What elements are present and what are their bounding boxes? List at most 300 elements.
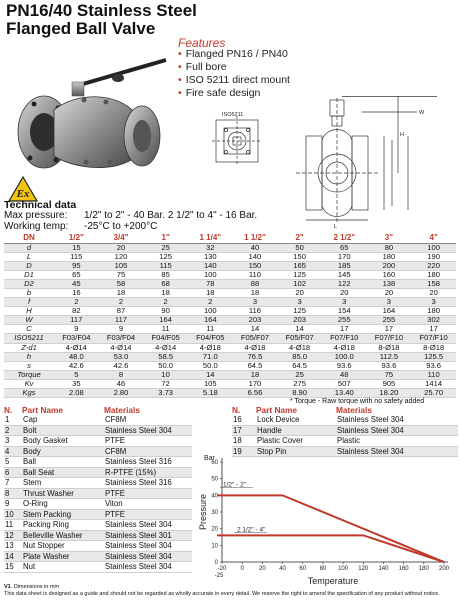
table-cell: 4-Ø14 <box>54 343 99 352</box>
table-cell: 2.08 <box>54 389 99 398</box>
part-name: Body Gasket <box>22 436 104 447</box>
table-cell: 18 <box>143 288 188 297</box>
row-label: D2 <box>4 279 54 288</box>
table-cell: 3 <box>322 298 367 307</box>
table-cell: 15 <box>54 243 99 252</box>
footnote-version: V1 <box>4 584 11 590</box>
table-cell: 180 <box>411 270 456 279</box>
y-tick-label: 0 <box>214 560 218 566</box>
table-cell: 71.0 <box>188 352 233 361</box>
dimensions-table <box>4 234 456 398</box>
row-label: f <box>4 298 54 307</box>
label-h: H <box>400 132 404 138</box>
y-axis-label: Pressure <box>198 493 208 531</box>
part-material: PTFE <box>104 509 192 520</box>
part-name: Nut <box>22 562 104 573</box>
table-cell: 85 <box>143 270 188 279</box>
table-row <box>4 316 456 325</box>
table-cell: 4-Ø18 <box>233 343 278 352</box>
table-cell: 125 <box>277 270 322 279</box>
parts-header: Materials <box>336 405 372 415</box>
x-tick-label: 40 <box>279 566 286 572</box>
row-label: h <box>4 352 54 361</box>
part-name: Handle <box>256 425 336 436</box>
table-cell: 125 <box>143 252 188 261</box>
table-row <box>4 243 456 252</box>
page-title <box>6 2 197 38</box>
table-cell: 75 <box>99 270 144 279</box>
table-cell: 88 <box>233 279 278 288</box>
part-number: 19 <box>232 446 256 457</box>
table-row <box>4 379 456 388</box>
table-cell: 115 <box>143 261 188 270</box>
table-cell: 42.6 <box>54 361 99 370</box>
feature-item: • ISO 5211 direct mount <box>178 74 290 87</box>
part-number: 6 <box>4 467 22 478</box>
row-label: ISO5211 <box>4 334 54 343</box>
table-cell: 5.18 <box>188 389 233 398</box>
table-cell: 65 <box>322 243 367 252</box>
table-cell: F07/F10 <box>411 334 456 343</box>
table-cell: 17 <box>367 325 412 334</box>
part-number: 7 <box>4 478 22 489</box>
table-cell: 18 <box>233 370 278 379</box>
table-cell: 14 <box>233 325 278 334</box>
part-material: Stainless Steel 304 <box>104 551 192 562</box>
table-cell: 164 <box>367 307 412 316</box>
list-item <box>4 478 192 489</box>
table-cell: 125 <box>277 307 322 316</box>
list-item <box>4 467 192 478</box>
table-cell: 25 <box>277 370 322 379</box>
table-row <box>4 352 456 361</box>
table-cell: 3 <box>367 298 412 307</box>
table-cell: 275 <box>277 379 322 388</box>
table-row <box>4 288 456 297</box>
part-name: Nut Stopper <box>22 541 104 552</box>
part-number: 3 <box>4 436 22 447</box>
header-size: 1 1/2" <box>233 234 278 243</box>
table-cell: 2 <box>54 298 99 307</box>
x-tick-label: 120 <box>358 566 369 572</box>
max-pressure-row <box>4 210 257 221</box>
part-name: Stem Packing <box>22 509 104 520</box>
table-cell: 16 <box>54 288 99 297</box>
footnote <box>4 584 440 598</box>
table-cell: 255 <box>322 316 367 325</box>
parts-header: Part Name <box>256 405 298 415</box>
x-tick-label: -20 <box>217 566 227 572</box>
table-cell: 18 <box>188 288 233 297</box>
table-cell: 72 <box>143 379 188 388</box>
part-name: Stop Pin <box>256 446 336 457</box>
list-item <box>4 446 192 457</box>
table-cell: 5 <box>54 370 99 379</box>
part-number: 8 <box>4 488 22 499</box>
parts-header-row <box>4 405 192 415</box>
table-row <box>4 334 456 343</box>
list-item <box>4 488 192 499</box>
table-cell: 6.56 <box>233 389 278 398</box>
list-item <box>4 436 192 447</box>
table-cell: 4-Ø14 <box>99 343 144 352</box>
table-cell: 160 <box>367 270 412 279</box>
torque-note: * Torque - Raw torque with no safety added <box>290 398 425 405</box>
table-cell: 125.5 <box>411 352 456 361</box>
table-cell: F05/F07 <box>277 334 322 343</box>
table-cell: 120 <box>99 252 144 261</box>
table-cell: 87 <box>99 307 144 316</box>
part-name: Bolt <box>22 425 104 436</box>
part-name: Packing Ring <box>22 520 104 531</box>
table-row <box>4 252 456 261</box>
title-line-1: PN16/40 Stainless Steel <box>6 1 197 20</box>
table-cell: 10 <box>143 370 188 379</box>
part-material: Stainless Steel 304 <box>104 541 192 552</box>
x-tick-label: 80 <box>319 566 327 572</box>
table-cell: 11 <box>188 325 233 334</box>
title-line-2: Flanged Ball Valve <box>6 19 156 38</box>
part-material: Plastic <box>336 436 458 447</box>
table-cell: 255 <box>367 316 412 325</box>
y-tick-label: 20 <box>211 526 218 533</box>
table-cell: 85.0 <box>277 352 322 361</box>
part-number: 5 <box>4 457 22 468</box>
part-number: 1 <box>4 415 22 425</box>
table-cell: 50 <box>277 243 322 252</box>
part-material: Stainless Steel 316 <box>104 457 192 468</box>
row-label: Torque <box>4 370 54 379</box>
table-cell: 115 <box>54 252 99 261</box>
part-material: R-PTFE (15%) <box>104 467 192 478</box>
table-cell: 185 <box>322 261 367 270</box>
y-tick-label: 60 <box>211 460 218 466</box>
table-cell: F03/F04 <box>99 334 144 343</box>
row-label: Kv <box>4 379 54 388</box>
parts-table-left <box>4 405 192 573</box>
table-cell: 40 <box>233 243 278 252</box>
table-cell: 105 <box>188 379 233 388</box>
max-pressure-value: 1/2" to 2" - 40 Bar. 2 1/2" to 4" - 16 Bar. <box>84 210 258 221</box>
technical-data-heading: Technical data <box>4 199 77 211</box>
part-name: Cap <box>22 415 104 425</box>
y-tick-label: 40 <box>211 493 218 500</box>
part-number: 2 <box>4 425 22 436</box>
series-label: 2 1/2" - 4" <box>236 526 266 534</box>
table-cell: 102 <box>277 279 322 288</box>
row-label: b <box>4 288 54 297</box>
table-cell: 93.6 <box>322 361 367 370</box>
part-material: Stainless Steel 304 <box>104 520 192 531</box>
row-label: C <box>4 325 54 334</box>
table-cell: 20 <box>411 288 456 297</box>
iso-label: ISO5211 <box>222 112 244 118</box>
parts-header: Materials <box>104 405 140 415</box>
table-row <box>4 361 456 370</box>
table-cell: 4-Ø18 <box>322 343 367 352</box>
part-number: 18 <box>232 436 256 447</box>
header-size: 1/2" <box>54 234 99 243</box>
table-cell: 20 <box>277 288 322 297</box>
table-cell: 17 <box>411 325 456 334</box>
table-cell: 140 <box>233 252 278 261</box>
row-label: d <box>4 243 54 252</box>
table-cell: 11 <box>143 325 188 334</box>
features-heading: Features <box>178 36 226 50</box>
table-cell: 3 <box>277 298 322 307</box>
row-label: H <box>4 307 54 316</box>
parts-header: N. <box>4 405 13 415</box>
parts-header: Part Name <box>22 405 64 415</box>
table-cell: 220 <box>411 261 456 270</box>
table-cell: 64.5 <box>233 361 278 370</box>
table-cell: 145 <box>322 270 367 279</box>
x-tick-label: 0 <box>240 566 244 572</box>
table-cell: 14 <box>277 325 322 334</box>
part-material: Stainless Steel 304 <box>336 425 458 436</box>
part-name: Belleville Washer <box>22 530 104 541</box>
header-size: 2 1/2" <box>322 234 367 243</box>
label-w: W <box>419 110 425 116</box>
table-cell: 93.6 <box>367 361 412 370</box>
table-cell: 93.6 <box>411 361 456 370</box>
table-cell: 45 <box>54 279 99 288</box>
table-cell: F07/F10 <box>322 334 367 343</box>
part-name: O-Ring <box>22 499 104 510</box>
feature-item: • Fire safe design <box>178 87 290 100</box>
table-cell: 4-Ø18 <box>188 343 233 352</box>
x-tick-label: 160 <box>398 566 409 572</box>
table-cell: 2 <box>99 298 144 307</box>
table-cell: 65 <box>54 270 99 279</box>
list-item <box>232 436 458 447</box>
table-cell: 18 <box>99 288 144 297</box>
part-material: Viton <box>104 499 192 510</box>
row-label: W <box>4 316 54 325</box>
table-cell: 100 <box>411 243 456 252</box>
part-material: CF8M <box>104 446 192 457</box>
row-label: Z-d1 <box>4 343 54 352</box>
table-cell: 8.90 <box>277 389 322 398</box>
table-cell: 58.5 <box>143 352 188 361</box>
row-label: L <box>4 252 54 261</box>
table-cell: 3.73 <box>143 389 188 398</box>
part-name: Thrust Washer <box>22 488 104 499</box>
list-item <box>4 530 192 541</box>
header-size: 1 1/4" <box>188 234 233 243</box>
table-cell: 68 <box>143 279 188 288</box>
table-cell: 200 <box>367 261 412 270</box>
part-material: PTFE <box>104 488 192 499</box>
table-cell: 180 <box>367 252 412 261</box>
part-material: Stainless Steel 304 <box>336 446 458 457</box>
part-name: Plastic Cover <box>256 436 336 447</box>
table-cell: 53.0 <box>99 352 144 361</box>
table-cell: 122 <box>322 279 367 288</box>
header-size: 2" <box>277 234 322 243</box>
table-cell: 13.40 <box>322 389 367 398</box>
table-cell: 9 <box>54 325 99 334</box>
x-tick-label: 200 <box>438 566 450 572</box>
table-cell: 170 <box>322 252 367 261</box>
x-tick-label: 60 <box>299 566 307 572</box>
feature-item: • Full bore <box>178 61 290 74</box>
table-cell: 8-Ø18 <box>367 343 412 352</box>
y-tick-label: 10 <box>211 543 218 550</box>
table-cell: 110 <box>411 370 456 379</box>
table-cell: 95 <box>54 261 99 270</box>
list-item <box>232 425 458 436</box>
label-l: L <box>334 224 338 230</box>
table-cell: 154 <box>322 307 367 316</box>
part-material: Stainless Steel 316 <box>104 478 192 489</box>
table-row <box>4 343 456 352</box>
table-cell: 3 <box>233 298 278 307</box>
pressure-temperature-chart <box>198 452 460 587</box>
header-dn: DN <box>4 234 54 243</box>
table-cell: 76.5 <box>233 352 278 361</box>
table-cell: 150 <box>277 252 322 261</box>
list-item <box>4 425 192 436</box>
table-cell: 158 <box>411 279 456 288</box>
part-name: Stem <box>22 478 104 489</box>
table-cell: 18.20 <box>367 389 412 398</box>
working-temp-row <box>4 221 157 232</box>
list-item <box>4 551 192 562</box>
parts-table-right <box>232 405 458 457</box>
y-unit: Bar <box>204 455 215 462</box>
part-number: 17 <box>232 425 256 436</box>
table-row <box>4 270 456 279</box>
table-cell: 4-Ø18 <box>277 343 322 352</box>
part-number: 13 <box>4 541 22 552</box>
table-cell: F07/F10 <box>367 334 412 343</box>
table-cell: 80 <box>367 243 412 252</box>
part-name: Body <box>22 446 104 457</box>
table-cell: 4-Ø14 <box>143 343 188 352</box>
table-cell: 2 <box>143 298 188 307</box>
table-cell: 25 <box>143 243 188 252</box>
x-tick-label: 100 <box>338 566 349 572</box>
table-cell: 100.0 <box>322 352 367 361</box>
table-cell: 170 <box>233 379 278 388</box>
part-material: Stainless Steel 304 <box>336 415 458 425</box>
part-material: Stainless Steel 301 <box>104 530 192 541</box>
svg-text:Ex: Ex <box>16 188 30 200</box>
part-number: 9 <box>4 499 22 510</box>
part-number: 12 <box>4 530 22 541</box>
table-cell: 130 <box>188 252 233 261</box>
table-cell: 1414 <box>411 379 456 388</box>
row-label: s <box>4 361 54 370</box>
part-name: Ball Seat <box>22 467 104 478</box>
x-tick-label: 140 <box>378 566 389 572</box>
table-cell: 14 <box>188 370 233 379</box>
list-item <box>4 499 192 510</box>
x-tick-label: 20 <box>259 566 266 572</box>
table-cell: 50.0 <box>143 361 188 370</box>
part-number: 16 <box>232 415 256 425</box>
table-cell: 58 <box>99 279 144 288</box>
table-cell: 90 <box>143 307 188 316</box>
table-cell: F05/F07 <box>233 334 278 343</box>
table-cell: 165 <box>277 261 322 270</box>
table-cell: 64.5 <box>277 361 322 370</box>
list-item <box>4 541 192 552</box>
table-cell: 42.6 <box>99 361 144 370</box>
table-cell: 507 <box>322 379 367 388</box>
table-header-row <box>4 234 456 243</box>
footnote-line-1: . Dimensions in mm <box>10 584 60 590</box>
row-label: D <box>4 261 54 270</box>
table-cell: 112.5 <box>367 352 412 361</box>
table-cell: 25.70 <box>411 389 456 398</box>
table-cell: 116 <box>233 307 278 316</box>
table-cell: 100 <box>188 270 233 279</box>
list-item <box>4 509 192 520</box>
x-axis-label: Temperature <box>307 576 359 586</box>
table-cell: 203 <box>277 316 322 325</box>
part-material: Stainless Steel 304 <box>104 425 192 436</box>
table-cell: 78 <box>188 279 233 288</box>
list-item <box>4 520 192 531</box>
table-cell: 164 <box>188 316 233 325</box>
header-size: 1" <box>143 234 188 243</box>
table-row <box>4 298 456 307</box>
table-cell: 50.0 <box>188 361 233 370</box>
list-item <box>4 457 192 468</box>
table-cell: F04/F05 <box>143 334 188 343</box>
list-item <box>232 415 458 425</box>
table-cell: 20 <box>322 288 367 297</box>
table-row <box>4 261 456 270</box>
table-cell: 35 <box>54 379 99 388</box>
table-cell: 18 <box>233 288 278 297</box>
table-cell: 20 <box>367 288 412 297</box>
table-cell: 180 <box>411 307 456 316</box>
y-tick-label: 30 <box>211 510 218 516</box>
parts-header-row <box>232 405 458 415</box>
table-cell: 117 <box>99 316 144 325</box>
table-cell: 8 <box>99 370 144 379</box>
table-cell: 9 <box>99 325 144 334</box>
table-cell: F03/F04 <box>54 334 99 343</box>
feature-item: • Flanged PN16 / PN40 <box>178 48 290 61</box>
part-material: Stainless Steel 304 <box>104 562 192 573</box>
table-cell: 190 <box>411 252 456 261</box>
table-cell: 150 <box>233 261 278 270</box>
part-name: Lock Device <box>256 415 336 425</box>
table-cell: 138 <box>367 279 412 288</box>
table-cell: 48.0 <box>54 352 99 361</box>
table-cell: 46 <box>99 379 144 388</box>
table-cell: 302 <box>411 316 456 325</box>
table-cell: 2.80 <box>99 389 144 398</box>
table-cell: 105 <box>99 261 144 270</box>
valve-photo <box>6 40 176 175</box>
table-cell: 82 <box>54 307 99 316</box>
table-cell: 75 <box>367 370 412 379</box>
part-number: 14 <box>4 551 22 562</box>
list-item <box>4 562 192 573</box>
working-temp-label: Working temp: <box>4 221 69 232</box>
table-cell: F04/F05 <box>188 334 233 343</box>
row-label: Kgs <box>4 389 54 398</box>
list-item <box>4 415 192 425</box>
x-tick-label: 180 <box>418 566 429 572</box>
series-label: 1/2" - 2" <box>222 481 247 489</box>
part-material: PTFE <box>104 436 192 447</box>
